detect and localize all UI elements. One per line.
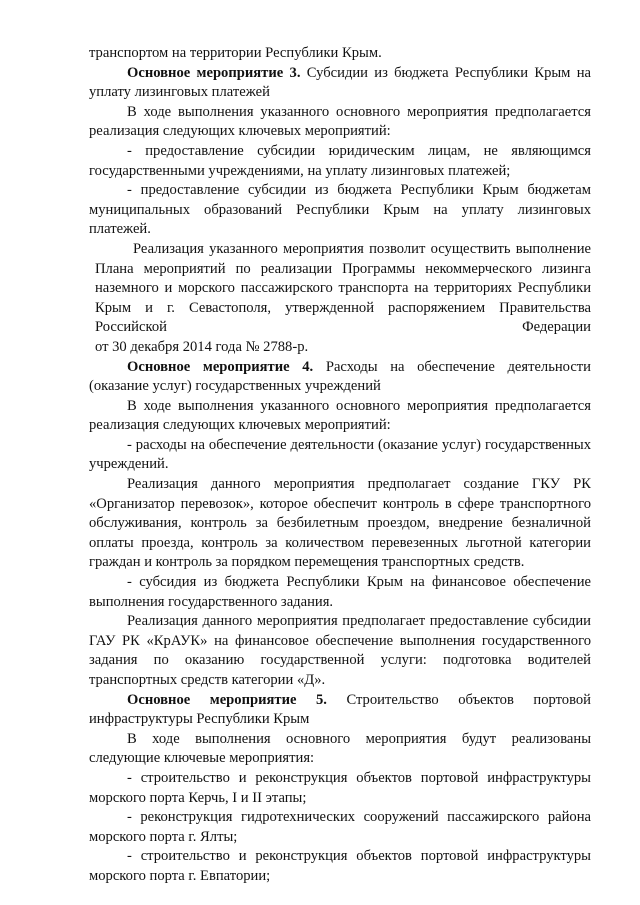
section-heading-measure-4 — [89, 358, 591, 397]
paragraph-text: Реализация данного мероприятия предполагает создание ГКУ РК «Организатор перевозок», которое обеспечит контроль в сфере транспортного обслуживания, контроль за безбилетным проездом, внедрение безналичной оплаты проезда, контроль за количеством перевезенных льготной категории граждан и контроль за порядком перемещения транспортных средств. — [89, 476, 591, 571]
list-item — [89, 808, 591, 847]
list-item-text: - расходы на обеспечение деятельности (оказание услуг) государственных учреждений. — [89, 436, 591, 473]
paragraph-continuation — [89, 44, 591, 64]
document-page — [89, 44, 591, 887]
list-item — [89, 181, 591, 240]
list-item — [89, 142, 591, 181]
list-item-text: - предоставление субсидии юридическим лицам, не являющимся государственными учреждениями, на уплату лизинговых платежей; — [89, 142, 591, 179]
section-heading-text: Расходы на обеспечение деятельности (оказание услуг) государственных учреждений — [89, 358, 591, 395]
paragraph-text: В ходе выполнения указанного основного мероприятия предполагается реализация следующих ключевых мероприятий: — [89, 397, 591, 434]
list-item-text: - строительство и реконструкция объектов портовой инфраструктуры морского порта г. Евпатории; — [89, 848, 591, 884]
paragraph-text: В ходе выполнения указанного основного мероприятия предполагается реализация следующих ключевых мероприятий: — [89, 103, 591, 140]
section-heading-bold: Основное мероприятие 5. — [127, 691, 327, 708]
list-item — [89, 436, 591, 475]
list-item-text: - предоставление субсидии из бюджета Республики Крым бюджетам муниципальных образований Республики Крым на уплату лизинговых платежей. — [89, 182, 591, 238]
paragraph — [89, 397, 591, 436]
section-heading-measure-3 — [89, 64, 591, 103]
paragraph — [89, 475, 591, 573]
list-item-text: - реконструкция гидротехнических сооружений пассажирского района морского порта г. Ялты; — [89, 809, 591, 845]
paragraph-text: транспортом на территории Республики Крым. — [89, 45, 382, 61]
paragraph-last-line: от 30 декабря 2014 года № 2788-р. — [95, 338, 309, 355]
section-heading-text: Строительство объектов портовой инфраструктуры Республики Крым — [89, 691, 591, 728]
list-item — [89, 769, 591, 808]
paragraph — [89, 730, 591, 769]
section-heading-measure-5 — [89, 691, 591, 730]
paragraph — [89, 612, 591, 690]
section-heading-text: Субсидии из бюджета Республики Крым на уплату лизинговых платежей — [89, 64, 591, 101]
section-heading-bold: Основное мероприятие 3. — [127, 64, 301, 81]
paragraph-text: Реализация указанного мероприятия позволит осуществить выполнение Плана мероприятий по реализации Программы некоммерческого лизинга наземного и морского пассажирского транспорта на территориях Республики Крым и г. Севастополя, утвержденной распоряжением Правительства Российской Федерации — [95, 240, 591, 336]
section-heading-bold: Основное мероприятие 4. — [127, 358, 314, 375]
paragraph-implementation — [89, 240, 591, 358]
paragraph — [89, 103, 591, 142]
list-item — [89, 847, 591, 886]
paragraph-text: В ходе выполнения основного мероприятия будут реализованы следующие ключевые мероприятия: — [89, 730, 591, 767]
list-item-text: - строительство и реконструкция объектов портовой инфраструктуры морского порта Керчь, I и II этапы; — [89, 769, 591, 806]
paragraph-text: Реализация данного мероприятия предполагает предоставление субсидии ГАУ РК «КрАУК» на финансовое обеспечение выполнения государственного задания по оказанию государственной услуги: подготовка водителей транспортных средств категории «Д». — [89, 613, 591, 688]
list-item-text: - субсидия из бюджета Республики Крым на финансовое обеспечение выполнения государственного задания. — [89, 574, 591, 610]
list-item — [89, 573, 591, 612]
